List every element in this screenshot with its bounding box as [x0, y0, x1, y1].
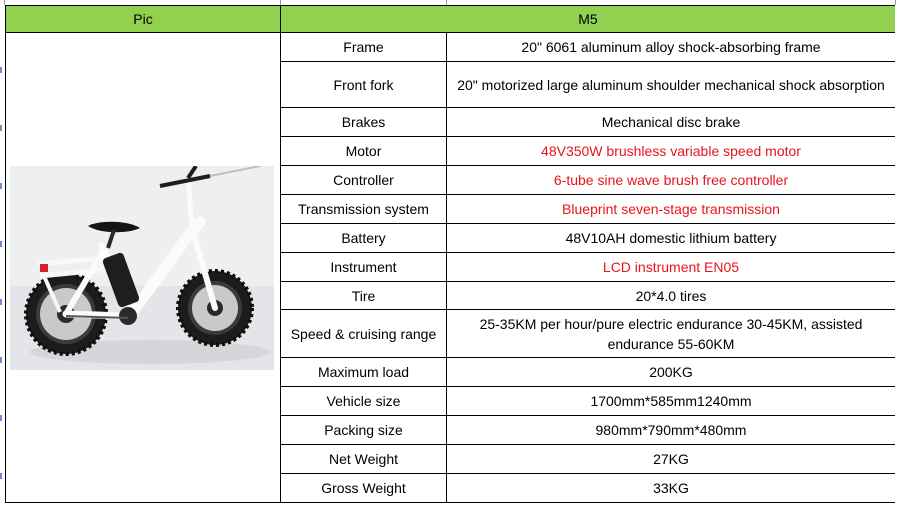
spec-label[interactable]: Gross Weight: [281, 474, 447, 503]
spec-value[interactable]: 48V350W brushless variable speed motor: [447, 137, 896, 166]
spec-value[interactable]: 6-tube sine wave brush free controller: [447, 166, 896, 195]
spec-value[interactable]: LCD instrument EN05: [447, 253, 896, 282]
spec-value[interactable]: Blueprint seven-stage transmission: [447, 195, 896, 224]
grid-right-edge: [895, 5, 900, 507]
gutter-marker: [0, 415, 2, 421]
spec-value[interactable]: 25-35KM per hour/pure electric endurance 30-45KM, assisted endurance 55-60KM: [447, 310, 896, 358]
gutter-marker: [0, 183, 2, 189]
spec-label[interactable]: Transmission system: [281, 195, 447, 224]
bike-photo: [10, 166, 274, 370]
spec-value[interactable]: 48V10AH domestic lithium battery: [447, 224, 896, 253]
spec-label[interactable]: Frame: [281, 33, 447, 62]
spec-value[interactable]: 33KG: [447, 474, 896, 503]
header-model-cell[interactable]: M5: [281, 6, 896, 33]
gutter-marker: [0, 67, 2, 73]
table-header-row: [6, 6, 896, 33]
spec-table: [5, 5, 896, 503]
header-pic-cell[interactable]: Pic: [6, 6, 281, 33]
gutter-marker: [0, 473, 2, 479]
table-row: [6, 33, 896, 62]
spec-value[interactable]: 27KG: [447, 445, 896, 474]
spec-label[interactable]: Instrument: [281, 253, 447, 282]
spec-value[interactable]: 1700mm*585mm1240mm: [447, 387, 896, 416]
spec-label[interactable]: Tire: [281, 282, 447, 310]
gutter-marker: [0, 299, 2, 305]
spec-label[interactable]: Brakes: [281, 108, 447, 137]
spec-value[interactable]: 200KG: [447, 358, 896, 387]
gutter-marker: [0, 357, 2, 363]
spec-value[interactable]: 20" motorized large aluminum shoulder mechanical shock absorption: [447, 62, 896, 108]
spec-label[interactable]: Vehicle size: [281, 387, 447, 416]
spec-label[interactable]: Maximum load: [281, 358, 447, 387]
product-image-cell[interactable]: [6, 33, 281, 503]
spec-label[interactable]: Packing size: [281, 416, 447, 445]
spec-label[interactable]: Net Weight: [281, 445, 447, 474]
spec-value[interactable]: Mechanical disc brake: [447, 108, 896, 137]
spec-value[interactable]: 20*4.0 tires: [447, 282, 896, 310]
spec-label[interactable]: Battery: [281, 224, 447, 253]
spec-value[interactable]: 980mm*790mm*480mm: [447, 416, 896, 445]
gutter-marker: [0, 125, 2, 131]
spec-label[interactable]: Speed & cruising range: [281, 310, 447, 358]
spec-label[interactable]: Motor: [281, 137, 447, 166]
gutter-marker: [0, 241, 2, 247]
spec-value[interactable]: 20" 6061 aluminum alloy shock-absorbing frame: [447, 33, 896, 62]
spec-label[interactable]: Front fork: [281, 62, 447, 108]
spec-label[interactable]: Controller: [281, 166, 447, 195]
